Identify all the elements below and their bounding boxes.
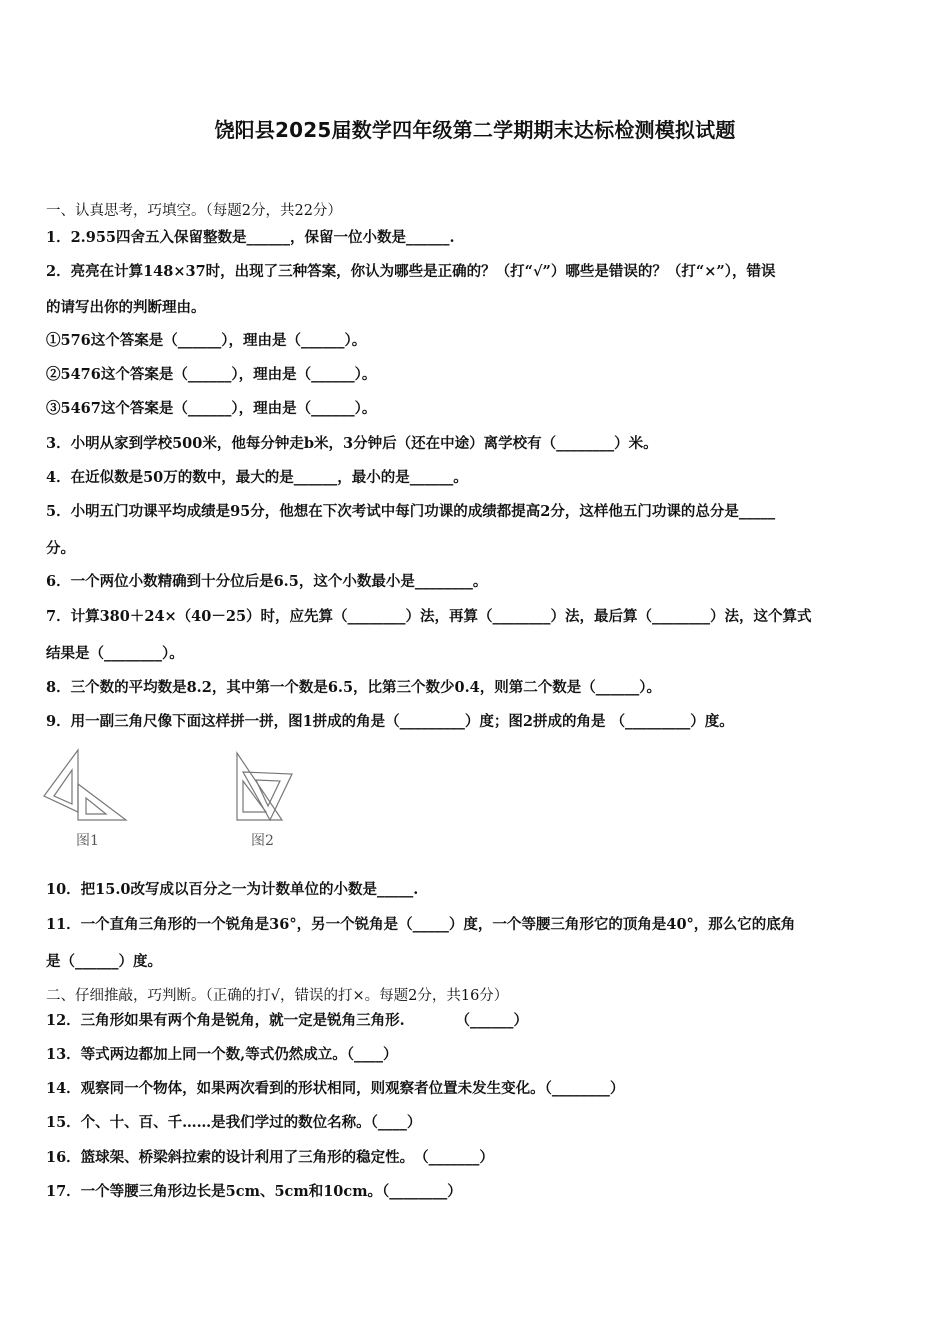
question-2-line-2: 的请写出你的判断理由。	[46, 299, 206, 316]
question-11-line-1: 11．一个直角三角形的一个锐角是36°，另一个锐角是（_____）度，一个等腰三角形它的顶角是40°，那么它的底角	[46, 916, 796, 933]
question-16: 16．篮球架、桥梁斜拉索的设计利用了三角形的稳定性。 （_______）	[46, 1149, 494, 1166]
question-5-line-1: 5．小明五门功课平均成绩是95分，他想在下次考试中每门功课的成绩都提高2分，这样他五门功课的总分是_____	[46, 503, 776, 520]
question-14: 14．观察同一个物体，如果两次看到的形状相同，则观察者位置未发生变化。（________）	[46, 1080, 625, 1097]
figure-2-shape	[237, 753, 292, 820]
question-1: 1．2.955四舍五入保留整数是______，保留一位小数是______.	[46, 229, 455, 246]
question-2-item-3: ③5467这个答案是（______），理由是（______）。	[46, 400, 377, 417]
page-title: 饶阳县2025届数学四年级第二学期期末达标检测模拟试题	[214, 118, 736, 142]
question-5-line-2: 分。	[46, 540, 75, 557]
question-17: 17．一个等腰三角形边长是5cm、5cm和10cm。（________）	[46, 1183, 462, 1200]
question-9: 9．用一副三角尺像下面这样拼一拼，图1拼成的角是（_________）度；图2拼成的角是 （_________）度。	[46, 713, 734, 730]
question-10: 10．把15.0改写成以百分之一为计数单位的小数是_____.	[46, 881, 419, 898]
figure-2-caption: 图2	[251, 833, 274, 849]
question-12: 12．三角形如果有两个角是锐角，就一定是锐角三角形. （______）	[46, 1012, 528, 1029]
question-3: 3．小明从家到学校500米，他每分钟走b米，3分钟后（还在中途）离学校有（________）米。	[46, 435, 658, 452]
question-7-line-1: 7．计算380＋24×（40－25）时，应先算（________）法，再算（________）法，最后算（________）法，这个算式	[46, 608, 812, 625]
question-7-line-2: 结果是（________）。	[46, 645, 184, 662]
figure-1-shape	[44, 750, 126, 820]
set-square-drawings	[40, 748, 340, 838]
question-2-item-1: ①576这个答案是（______），理由是（______）。	[46, 332, 367, 349]
question-2-line-1: 2．亮亮在计算148×37时，出现了三种答案，你认为哪些是正确的？（打“√”）哪些是错误的？（打“×”），错误	[46, 263, 776, 280]
section-2-heading: 二、仔细推敲，巧判断。（正确的打√，错误的打×。每题2分，共16分）	[46, 988, 509, 1004]
question-8: 8．三个数的平均数是8.2，其中第一个数是6.5，比第三个数少0.4，则第二个数是（______）。	[46, 679, 662, 696]
figure-1-caption: 图1	[76, 833, 99, 849]
question-2-item-2: ②5476这个答案是（______），理由是（______）。	[46, 366, 377, 383]
triangle-ruler-figures	[40, 748, 340, 858]
question-11-line-2: 是（______）度。	[46, 953, 162, 970]
question-15: 15．个、十、百、千……是我们学过的数位名称。（____）	[46, 1114, 422, 1131]
question-4: 4．在近似数是50万的数中，最大的是______，最小的是______。	[46, 469, 468, 486]
question-13: 13．等式两边都加上同一个数,等式仍然成立。（____）	[46, 1046, 398, 1063]
question-6: 6．一个两位小数精确到十分位后是6.5，这个小数最小是________。	[46, 573, 488, 590]
section-1-heading: 一、认真思考，巧填空。（每题2分，共22分）	[46, 203, 342, 219]
